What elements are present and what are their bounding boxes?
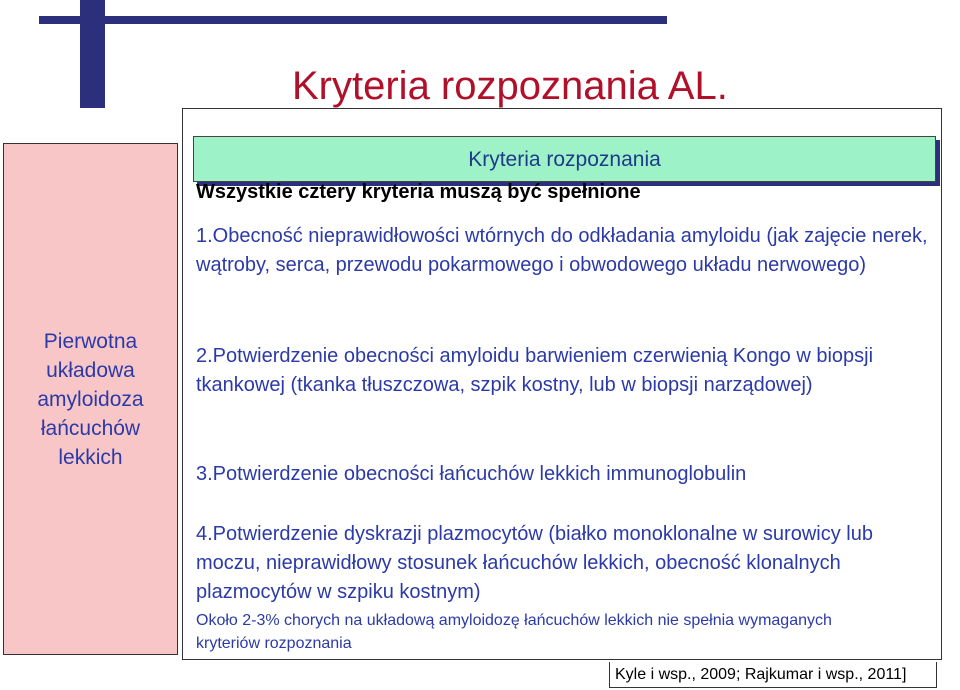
criterion-4: 4.Potwierdzenie dyskrazji plazmocytów (białko monoklonalne w surowicy lub moczu, nieprawidłowy stosunek łańcuchów lekkich, obecność klonalnych plazmocytów w szpiku kostnym): [196, 523, 873, 603]
criteria-header: [193, 136, 936, 182]
criterion-2: 2.Potwierdzenie obecności amyloidu barwieniem czerwienią Kongo w biopsji tkankowej (tkanka tłuszczowa, szpik kostny, lub w biopsji narządowej): [196, 345, 874, 396]
left-panel-text: [37, 327, 143, 472]
left-panel-line: amyloidoza: [37, 387, 144, 411]
criteria-header-label: Kryteria rozpoznania: [468, 148, 661, 171]
left-panel-line: łańcuchów: [40, 416, 141, 440]
criterion-3: 3.Potwierdzenie obecności łańcuchów lekkich immunoglobulin: [196, 463, 747, 485]
criterion-1: 1.Obecność nieprawidłowości wtórnych do odkładania amyloidu (jak zajęcie nerek, wątroby, serca, przewodu pokarmowego i obwodowego układu nerwowego): [196, 225, 928, 276]
slide-title: Kryteria rozpoznania AL.: [292, 64, 728, 108]
left-panel-line: układowa: [46, 358, 135, 382]
criteria-subheader: Wszystkie cztery kryteria muszą być spełnione: [196, 181, 641, 203]
left-panel-line: Pierwotna: [43, 329, 138, 353]
decorative-horizontal-bar: [39, 16, 667, 24]
left-panel: [3, 143, 178, 655]
left-panel-line: lekkich: [58, 445, 123, 469]
citation: Kyle i wsp., 2009; Rajkumar i wsp., 2011]: [615, 666, 907, 683]
footnote: Około 2-3% chorych na układową amyloidozę łańcuchów lekkich nie spełnia wymaganych kryteriów rozpoznania: [196, 612, 832, 652]
